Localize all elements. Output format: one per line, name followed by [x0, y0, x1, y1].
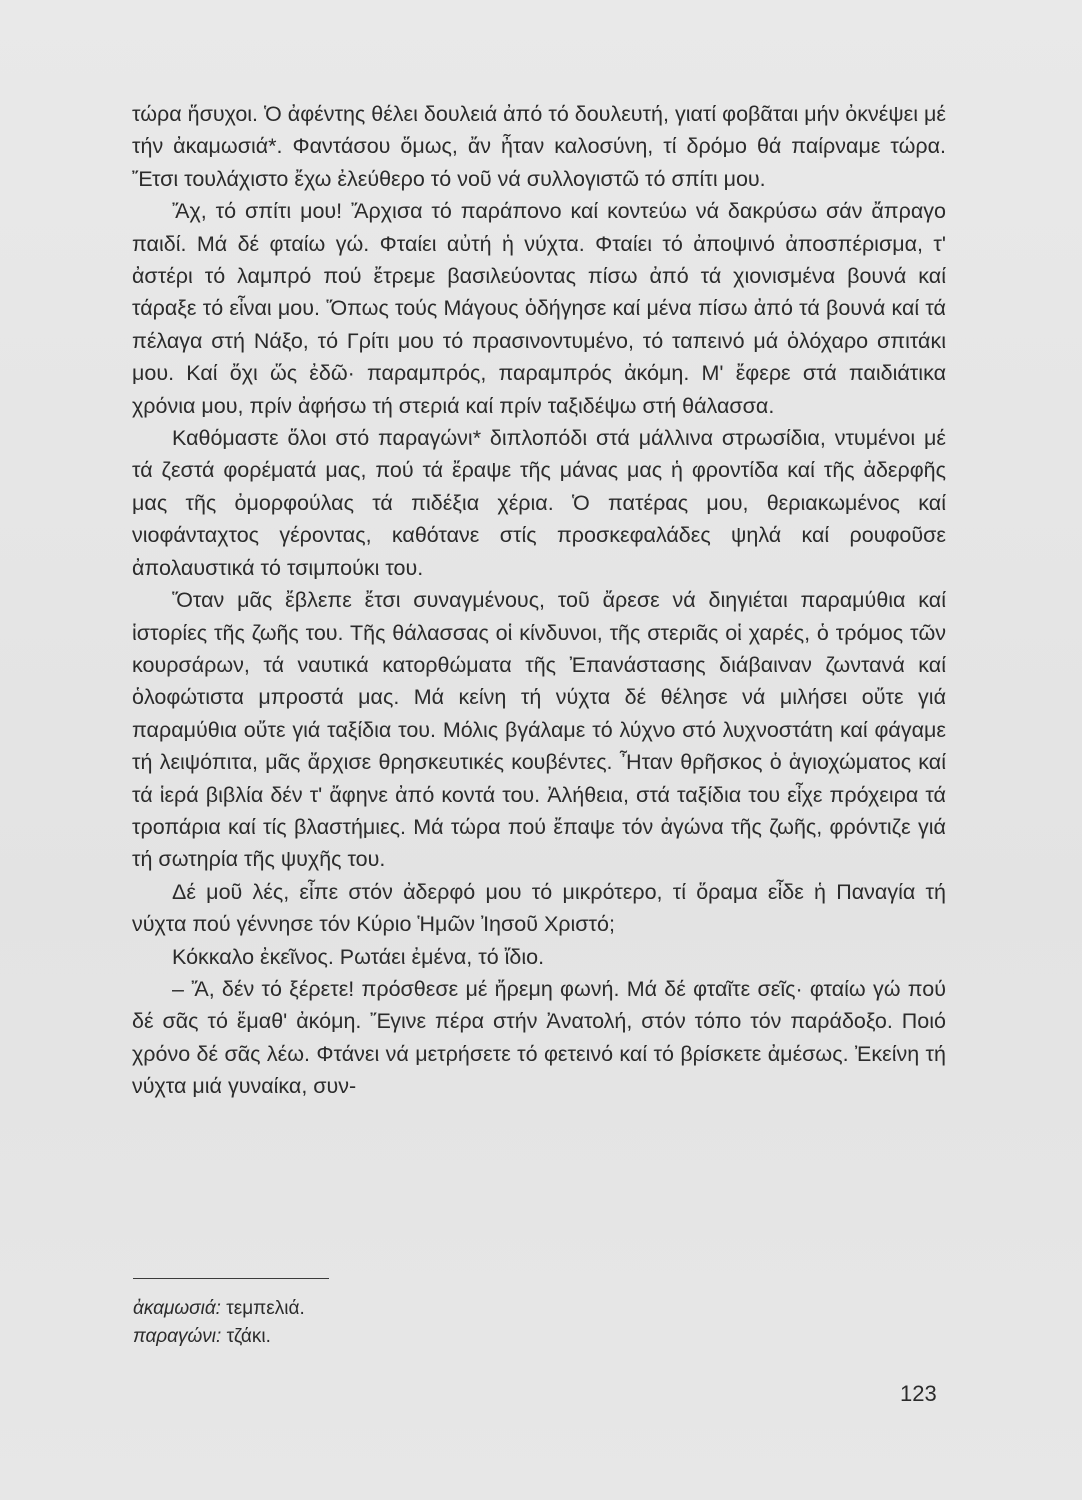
paragraph-dialogue: – Ἄ, δέν τό ξέρετε! πρόσθεσε μέ ἤρεμη φωνή. Μά δέ φταῖτε σεῖς· φταίω γώ πού δέ σᾶς τό ἔμαθ' ἀκόμη. Ἔγινε πέρα στήν Ἀνατολή, στόν τόπο τόν παράδοξο. Ποιό χρόνο δέ σᾶς λέω. Φτάνει νά μετρήσετε τό φετεινό καί τό βρίσκετε ἀμέσως. Ἐκείνη τή νύχτα μιά γυναίκα, συν- — [132, 976, 946, 1099]
footnote-definition: τζάκι. — [226, 1326, 271, 1347]
footnote-definition: τεμπελιά. — [226, 1298, 305, 1319]
footnotes — [133, 1295, 633, 1351]
page-number: 123 — [900, 1381, 937, 1406]
paragraph: Κόκκαλο ἐκεῖνος. Ρωτάει ἐμένα, τό ἴδιο. — [172, 944, 545, 969]
footnote — [133, 1295, 633, 1323]
paragraph-continued: τώρα ἥσυχοι. Ὁ ἀφέντης θέλει δουλειά ἀπό τό δουλευτή, γιατί φοβᾶται μήν ὀκνέψει μέ τήν ἀκαμωσιά*. Φαντάσου ὅμως, ἄν ἦταν καλοσύνη, τί δρόμο θά παίρναμε τώρα. Ἔτσι τουλάχιστο ἔχω ἐλεύθερο τό νοῦ νά συλλογιστῶ τό σπίτι μου. — [132, 102, 946, 191]
footnote-divider — [133, 1278, 329, 1279]
main-text — [132, 98, 946, 1103]
footnote-term: ἀκαμωσιά: — [133, 1298, 221, 1319]
footnote — [133, 1323, 633, 1351]
paragraph: Ὅταν μᾶς ἔβλεπε ἔτσι συναγμένους, τοῦ ἄρεσε νά διηγιέται παραμύθια καί ἱστορίες τῆς ζωῆς του. Τῆς θάλασσας οἱ κίνδυνοι, τῆς στεριᾶς οἱ χαρές, ὁ τρόμος τῶν κουρσάρων, τά ναυτικά κατορθώματα τῆς Ἐπανάστασης διάβαιναν ζωντανά καί ὁλοφώτιστα μπροστά μας. Μά κείνη τή νύχτα δέ θέλησε νά μιλήσει οὔτε γιά παραμύθια οὔτε γιά ταξίδια του. Μόλις βγάλαμε τό λύχνο στό λυχνοστάτη καί φάγαμε τή λειψόπιτα, μᾶς ἄρχισε θρησκευτικές κουβέντες. Ἦταν θρῆσκος ὁ ἁγιοχώματος καί τά ἱερά βιβλία δέν τ' ἄφηνε ἀπό κοντά του. Ἀλήθεια, στά ταξίδια του εἶχε πρόχειρα τά τροπάρια καί τίς βλαστήμιες. Μά τώρα πού ἔπαψε τόν ἀγώνα τῆς ζωῆς, φρόντιζε γιά τή σωτηρία τῆς ψυχῆς του. — [132, 588, 946, 872]
paragraph: Ἄχ, τό σπίτι μου! Ἄρχισα τό παράπονο καί κοντεύω νά δακρύσω σάν ἄπραγο παιδί. Μά δέ φταίω γώ. Φταίει αὐτή ἡ νύχτα. Φταίει τό ἀποψινό ἀποσπέρισμα, τ' ἀστέρι τό λαμπρό πού ἔτρεμε βασιλεύοντας πίσω ἀπό τά χιονισμένα βουνά καί τάραξε τό εἶναι μου. Ὅπως τούς Μάγους ὁδήγησε καί μένα πίσω ἀπό τά βουνά καί τά πέλαγα στή Νάξο, τό Γρίτι μου τό πρασινοντυμένο, τό ταπεινό μά ὁλόχαρο σπιτάκι μου. Καί ὄχι ὥς ἐδῶ· παραμπρός, παραμπρός ἀκόμη. Μ' ἔφερε στά παιδιάτικα χρόνια μου, πρίν ἀφήσω τή στεριά καί πρίν ταξιδέψω στή θάλασσα. — [132, 199, 946, 418]
paragraph: Καθόμαστε ὅλοι στό παραγώνι* διπλοπόδι στά μάλλινα στρωσίδια, ντυμένοι μέ τά ζεστά φορέματά μας, πού τά ἔραψε τῆς μάνας μας ἡ φροντίδα καί τῆς ἀδερφῆς μας τῆς ὀμορφούλας τά πιδέξια χέρια. Ὁ πατέρας μου, θεριακωμένος καί νιοφάνταχτος γέροντας, καθότανε στίς προσκεφαλάδες ψηλά καί ρουφοῦσε ἀπολαυστικά τό τσιμπούκι του. — [132, 426, 946, 580]
footnote-term: παραγώνι: — [133, 1326, 222, 1347]
paragraph: Δέ μοῦ λές, εἶπε στόν ἀδερφό μου τό μικρότερο, τί ὅραμα εἶδε ἡ Παναγία τή νύχτα πού γέννησε τόν Κύριο Ἡμῶν Ἰησοῦ Χριστό; — [132, 879, 946, 937]
